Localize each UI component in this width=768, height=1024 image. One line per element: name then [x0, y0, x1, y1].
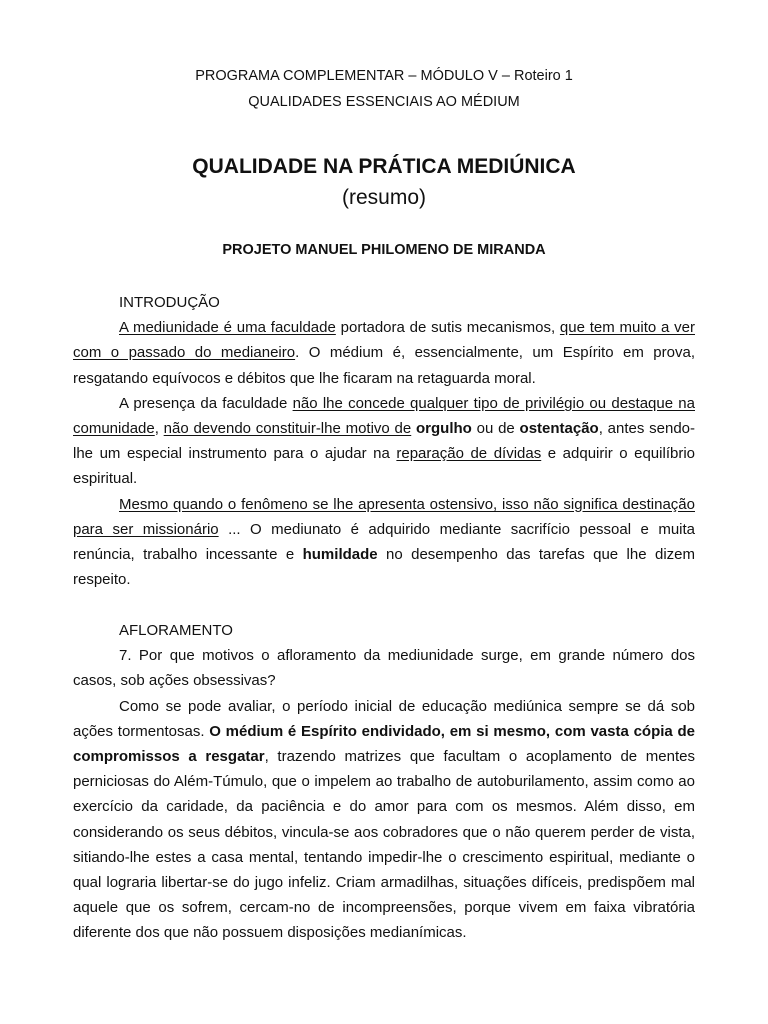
intro-paragraph-2: [73, 391, 695, 492]
intro-paragraph-3: [73, 492, 695, 593]
module-header: PROGRAMA COMPLEMENTAR – MÓDULO V – Roteiro 1: [195, 68, 573, 84]
underlined-text: reparação de dívidas: [396, 445, 542, 463]
section-heading-introducao: INTRODUÇÃO: [119, 294, 220, 311]
text-run: no desempenho das tarefas que lhe dizem respeito.: [73, 546, 695, 589]
underlined-text: que tem muito a ver com o passado do medianeiro: [73, 319, 695, 362]
afloramento-section: [73, 618, 695, 946]
introduction-section: [73, 290, 695, 592]
text-run: ,: [154, 420, 164, 438]
section-heading-afloramento: AFLORAMENTO: [119, 622, 233, 639]
text-run: Como se pode avaliar, o período inicial de educação mediúnica sempre se dá sob ações tormentosas.: [73, 697, 695, 740]
underlined-text: Mesmo quando o fenômeno se lhe apresenta ostensivo, isso não significa destinação para ser missionário: [73, 495, 695, 538]
text-run: portadora de sutis mecanismos,: [335, 319, 560, 337]
text-run: . O médium é, essencialmente, um Espírito em prova, resgatando equívocos e débitos que lhe ficaram na retaguarda moral.: [73, 344, 695, 387]
intro-paragraph-1: [73, 315, 695, 391]
page-subtitle: (resumo): [341, 186, 426, 209]
question-paragraph: 7. Por que motivos o afloramento da mediunidade surge, em grande número dos casos, sob ações obsessivas?: [73, 647, 695, 690]
underlined-text: não lhe concede qualquer tipo de privilégio ou destaque na comunidade: [73, 394, 695, 438]
text-run: A presença da faculdade: [119, 394, 293, 412]
bold-text: orgulho: [416, 420, 472, 438]
bold-text: O médium é Espírito endividado, em si mesmo, com vasta cópia de compromissos a resgatar: [73, 722, 696, 766]
bold-text: humildade: [302, 546, 378, 564]
answer-paragraph: [73, 694, 695, 946]
underlined-text: A mediunidade é uma faculdade: [119, 319, 336, 337]
text-run: e adquirir o equilíbrio espiritual.: [73, 445, 695, 488]
author-line: PROJETO MANUEL PHILOMENO DE MIRANDA: [222, 242, 546, 258]
module-subheader: QUALIDADES ESSENCIAIS AO MÉDIUM: [248, 94, 520, 110]
text-run: , antes sendo-lhe um especial instrumento para o ajudar na: [73, 420, 696, 463]
page-title: QUALIDADE NA PRÁTICA MEDIÚNICA: [192, 155, 576, 178]
text-run: , trazendo matrizes que facultam o acoplamento de mentes perniciosas do Além-Túmulo, que o impelem ao trabalho de autoburilamento, assim como ao exercício da caridade, da paciência e do amor para com os mesmos. Além disso, em considerando os seus débitos, vincula-se aos cobradores que o não querem perder de vista, sitiando-lhe estes a casa mental, tentando impedir-lhe o crescimento espiritual, mediante o qual lograria libertar-se do jugo infeliz. Criam armadilhas, situações difíceis, predispõem mal aquele que os sofrem, cercam-no de incompreensões, porque vivem em faixa vibratória diferente dos que não possuem disposições medianímicas.: [73, 748, 695, 942]
bold-text: ostentação: [519, 420, 599, 438]
text-run: ou de: [471, 420, 520, 438]
text-run: ... O mediunato é adquirido mediante sacrifício pessoal e muita renúncia, trabalho incessante e: [73, 520, 695, 564]
underlined-text: não devendo constituir-lhe motivo de: [163, 420, 412, 438]
